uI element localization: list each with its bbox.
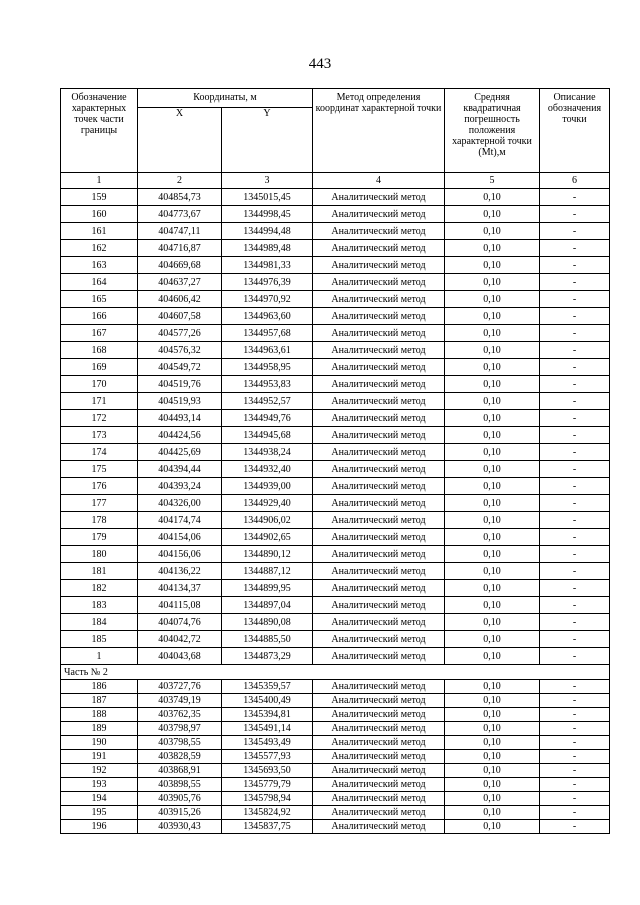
table-cell: 180 (61, 546, 138, 563)
table-cell: 182 (61, 580, 138, 597)
table-cell: Аналитический метод (313, 806, 445, 820)
table-row (61, 274, 610, 291)
table-cell: 1344897,04 (222, 597, 313, 614)
table-cell: Аналитический метод (313, 680, 445, 694)
table-cell: 165 (61, 291, 138, 308)
table-cell: 0,10 (445, 427, 540, 444)
table-row (61, 680, 610, 694)
table-cell: 159 (61, 189, 138, 206)
table-cell: 0,10 (445, 512, 540, 529)
table-row (61, 529, 610, 546)
table-cell: 403727,76 (138, 680, 222, 694)
table-cell: - (540, 342, 610, 359)
table-cell: 190 (61, 736, 138, 750)
table-row (61, 792, 610, 806)
table-row (61, 512, 610, 529)
table-cell: 1345394,81 (222, 708, 313, 722)
table-cell: 1344902,65 (222, 529, 313, 546)
table-cell: - (540, 223, 610, 240)
table-cell: Аналитический метод (313, 750, 445, 764)
table-row (61, 342, 610, 359)
table-row (61, 563, 610, 580)
table-row (61, 444, 610, 461)
table-cell: 0,10 (445, 631, 540, 648)
table-cell: 166 (61, 308, 138, 325)
table-cell: 404134,37 (138, 580, 222, 597)
table-cell: 0,10 (445, 764, 540, 778)
table-cell: 160 (61, 206, 138, 223)
table-cell: Аналитический метод (313, 189, 445, 206)
table-row (61, 820, 610, 834)
table-cell: 1344899,95 (222, 580, 313, 597)
table-cell: 0,10 (445, 223, 540, 240)
table-cell: Аналитический метод (313, 427, 445, 444)
table-row (61, 806, 610, 820)
table-cell: - (540, 376, 610, 393)
table-cell: - (540, 274, 610, 291)
table-cell: 404156,06 (138, 546, 222, 563)
table-cell: 0,10 (445, 546, 540, 563)
table-cell: 403898,55 (138, 778, 222, 792)
table-row (61, 189, 610, 206)
section-row (61, 665, 610, 680)
table-cell: - (540, 750, 610, 764)
table-cell: Аналитический метод (313, 410, 445, 427)
table-cell: 0,10 (445, 325, 540, 342)
table-cell: - (540, 393, 610, 410)
table-cell: 194 (61, 792, 138, 806)
table-cell: 0,10 (445, 240, 540, 257)
table-cell: 0,10 (445, 529, 540, 546)
table-cell: Аналитический метод (313, 444, 445, 461)
table-cell: - (540, 478, 610, 495)
table-cell: 404115,08 (138, 597, 222, 614)
table-cell: 1344932,40 (222, 461, 313, 478)
table-cell: 170 (61, 376, 138, 393)
table-cell: 404716,87 (138, 240, 222, 257)
table-cell: 404669,68 (138, 257, 222, 274)
table-cell: 173 (61, 427, 138, 444)
table-cell: 404043,68 (138, 648, 222, 665)
table-cell: 404394,44 (138, 461, 222, 478)
table-cell: 1344976,39 (222, 274, 313, 291)
table-cell: 1344963,61 (222, 342, 313, 359)
table-cell: - (540, 308, 610, 325)
table-cell: 0,10 (445, 680, 540, 694)
table-cell: 404773,67 (138, 206, 222, 223)
table-row (61, 708, 610, 722)
table-cell: - (540, 427, 610, 444)
table-cell: - (540, 325, 610, 342)
table-cell: 404424,56 (138, 427, 222, 444)
table-cell: Аналитический метод (313, 546, 445, 563)
table-cell: - (540, 708, 610, 722)
table-cell: 403798,97 (138, 722, 222, 736)
table-cell: 1344890,12 (222, 546, 313, 563)
page-number: 443 (308, 56, 332, 72)
table-cell: 1344938,24 (222, 444, 313, 461)
table-cell: 0,10 (445, 614, 540, 631)
table-cell: 0,10 (445, 189, 540, 206)
table-cell: 1345779,79 (222, 778, 313, 792)
table-cell: 0,10 (445, 359, 540, 376)
table-cell: Аналитический метод (313, 512, 445, 529)
column-number: 5 (445, 173, 540, 189)
table-cell: Аналитический метод (313, 631, 445, 648)
table-cell: 1345798,94 (222, 792, 313, 806)
table-cell: 0,10 (445, 257, 540, 274)
table-cell: 1344958,95 (222, 359, 313, 376)
table-row (61, 750, 610, 764)
table-cell: 404576,32 (138, 342, 222, 359)
table-row (61, 631, 610, 648)
column-numbers-row (61, 173, 610, 189)
table-cell: - (540, 512, 610, 529)
table-cell: 404074,76 (138, 614, 222, 631)
table-cell: 169 (61, 359, 138, 376)
table-row (61, 648, 610, 665)
table-cell: 161 (61, 223, 138, 240)
table-cell: 0,10 (445, 722, 540, 736)
table-cell: 176 (61, 478, 138, 495)
table-cell: 1344989,48 (222, 240, 313, 257)
table-cell: 404493,14 (138, 410, 222, 427)
table-cell: - (540, 563, 610, 580)
table-row (61, 778, 610, 792)
table-row (61, 614, 610, 631)
table-cell: 404519,76 (138, 376, 222, 393)
table-cell: Аналитический метод (313, 291, 445, 308)
table-cell: - (540, 648, 610, 665)
table-cell: - (540, 820, 610, 834)
table-cell: - (540, 631, 610, 648)
table-cell: Аналитический метод (313, 240, 445, 257)
table-cell: Аналитический метод (313, 722, 445, 736)
table-cell: 0,10 (445, 820, 540, 834)
table-cell: 1344981,33 (222, 257, 313, 274)
table-cell: Аналитический метод (313, 478, 445, 495)
table-cell: 1344945,68 (222, 427, 313, 444)
table-cell: 404393,24 (138, 478, 222, 495)
table-cell: - (540, 806, 610, 820)
table-cell: - (540, 189, 610, 206)
table-cell: 189 (61, 722, 138, 736)
table-cell: 1345693,50 (222, 764, 313, 778)
table-row (61, 580, 610, 597)
table-cell: 162 (61, 240, 138, 257)
table-cell: 184 (61, 614, 138, 631)
table-cell: 0,10 (445, 694, 540, 708)
table-cell: 193 (61, 778, 138, 792)
table-cell: 0,10 (445, 342, 540, 359)
table-row (61, 325, 610, 342)
table-cell: 403749,19 (138, 694, 222, 708)
header-description: Описание обозначения точки (540, 89, 610, 173)
table-cell: 0,10 (445, 461, 540, 478)
coordinates-table (60, 88, 610, 834)
table-cell: 168 (61, 342, 138, 359)
table-cell: 0,10 (445, 792, 540, 806)
table-row (61, 393, 610, 410)
table-cell: 164 (61, 274, 138, 291)
table-cell: 404607,58 (138, 308, 222, 325)
table-cell: 175 (61, 461, 138, 478)
table-cell: 0,10 (445, 648, 540, 665)
table-cell: 188 (61, 708, 138, 722)
header-designation: Обозначение характерных точек части границы (61, 89, 138, 173)
table-cell: 0,10 (445, 444, 540, 461)
table-cell: 1345400,49 (222, 694, 313, 708)
table-cell: 404577,26 (138, 325, 222, 342)
table-cell: 183 (61, 597, 138, 614)
table-cell: 167 (61, 325, 138, 342)
table-cell: 1344873,29 (222, 648, 313, 665)
table-cell: 404606,42 (138, 291, 222, 308)
table-row (61, 376, 610, 393)
table-cell: 404326,00 (138, 495, 222, 512)
table-cell: 1344887,12 (222, 563, 313, 580)
column-number: 6 (540, 173, 610, 189)
column-number: 4 (313, 173, 445, 189)
table-cell: 1344998,45 (222, 206, 313, 223)
table-row (61, 291, 610, 308)
table-cell: 1344885,50 (222, 631, 313, 648)
table-cell: 0,10 (445, 291, 540, 308)
table-cell: - (540, 792, 610, 806)
table-cell: 1345493,49 (222, 736, 313, 750)
table-cell: 0,10 (445, 736, 540, 750)
table-cell: 403915,26 (138, 806, 222, 820)
header-error: Средняя квадратичная погрешность положения характерной точки (Mt),м (445, 89, 540, 173)
table-cell: 404136,22 (138, 563, 222, 580)
table-cell: - (540, 444, 610, 461)
table-cell: Аналитический метод (313, 694, 445, 708)
table-cell: 185 (61, 631, 138, 648)
table-cell: Аналитический метод (313, 342, 445, 359)
table-cell: Аналитический метод (313, 820, 445, 834)
table-cell: Аналитический метод (313, 393, 445, 410)
table-cell: 0,10 (445, 376, 540, 393)
table-cell: 0,10 (445, 206, 540, 223)
table-cell: 0,10 (445, 597, 540, 614)
table-cell: - (540, 410, 610, 427)
table-cell: Аналитический метод (313, 461, 445, 478)
table-cell: 1345837,75 (222, 820, 313, 834)
table-cell: 192 (61, 764, 138, 778)
table-cell: 1 (61, 648, 138, 665)
table-cell: 1344994,48 (222, 223, 313, 240)
table-cell: Аналитический метод (313, 223, 445, 240)
table-row (61, 206, 610, 223)
table-cell: 172 (61, 410, 138, 427)
table-cell: 1344963,60 (222, 308, 313, 325)
table-cell: - (540, 580, 610, 597)
table-cell: 1344952,57 (222, 393, 313, 410)
table-cell: 0,10 (445, 393, 540, 410)
table-cell: - (540, 206, 610, 223)
table-row (61, 223, 610, 240)
table-cell: Аналитический метод (313, 580, 445, 597)
table-cell: 191 (61, 750, 138, 764)
table-cell: 404425,69 (138, 444, 222, 461)
table-cell: - (540, 291, 610, 308)
table-row (61, 461, 610, 478)
table-row (61, 359, 610, 376)
table-cell: Аналитический метод (313, 563, 445, 580)
table-cell: 404174,74 (138, 512, 222, 529)
table-cell: 195 (61, 806, 138, 820)
table-row (61, 427, 610, 444)
table-cell: 0,10 (445, 478, 540, 495)
table-cell: Аналитический метод (313, 648, 445, 665)
table-cell: Аналитический метод (313, 495, 445, 512)
table-cell: 179 (61, 529, 138, 546)
table-cell: - (540, 529, 610, 546)
header-x: X (138, 108, 222, 173)
table-cell: 174 (61, 444, 138, 461)
table-cell: 1345015,45 (222, 189, 313, 206)
table-cell: 0,10 (445, 410, 540, 427)
table-row (61, 410, 610, 427)
header-method: Метод определения координат характерной точки (313, 89, 445, 173)
table-row (61, 546, 610, 563)
table-cell: - (540, 736, 610, 750)
table-cell: 404042,72 (138, 631, 222, 648)
table-cell: 0,10 (445, 563, 540, 580)
table-cell: - (540, 461, 610, 478)
table-cell: 186 (61, 680, 138, 694)
column-number: 3 (222, 173, 313, 189)
table-cell: 1344890,08 (222, 614, 313, 631)
table-cell: - (540, 614, 610, 631)
table-cell: Аналитический метод (313, 764, 445, 778)
table-cell: 181 (61, 563, 138, 580)
table-cell: 403798,55 (138, 736, 222, 750)
table-cell: 1345491,14 (222, 722, 313, 736)
header-coordinates: Координаты, м (138, 89, 313, 108)
table-cell: - (540, 722, 610, 736)
table-cell: 403868,91 (138, 764, 222, 778)
table-cell: 404747,11 (138, 223, 222, 240)
table-row (61, 736, 610, 750)
table-row (61, 257, 610, 274)
table-cell: - (540, 764, 610, 778)
table-cell: 1344906,02 (222, 512, 313, 529)
table-row (61, 764, 610, 778)
table-cell: Аналитический метод (313, 614, 445, 631)
table-cell: Аналитический метод (313, 792, 445, 806)
table-cell: 0,10 (445, 708, 540, 722)
table-cell: Аналитический метод (313, 325, 445, 342)
table-cell: - (540, 359, 610, 376)
table-cell: - (540, 778, 610, 792)
table-cell: Аналитический метод (313, 206, 445, 223)
table-cell: 0,10 (445, 495, 540, 512)
table-row (61, 240, 610, 257)
table-cell: 196 (61, 820, 138, 834)
table-row (61, 597, 610, 614)
table-cell: 1345824,92 (222, 806, 313, 820)
table-row (61, 495, 610, 512)
table-cell: 177 (61, 495, 138, 512)
table-cell: Аналитический метод (313, 359, 445, 376)
table-cell: Аналитический метод (313, 308, 445, 325)
table-cell: 404637,27 (138, 274, 222, 291)
column-number: 1 (61, 173, 138, 189)
table-row (61, 694, 610, 708)
table-cell: 0,10 (445, 274, 540, 291)
table-cell: 403828,59 (138, 750, 222, 764)
table-cell: 0,10 (445, 750, 540, 764)
table-cell: Аналитический метод (313, 708, 445, 722)
table-cell: 163 (61, 257, 138, 274)
table-row (61, 478, 610, 495)
section-label: Часть № 2 (61, 665, 610, 680)
table-cell: Аналитический метод (313, 274, 445, 291)
table-cell: 0,10 (445, 580, 540, 597)
table-cell: Аналитический метод (313, 376, 445, 393)
table-cell: 403930,43 (138, 820, 222, 834)
table-cell: - (540, 546, 610, 563)
table-cell: 404854,73 (138, 189, 222, 206)
table-cell: - (540, 257, 610, 274)
table-cell: 1344970,92 (222, 291, 313, 308)
table-cell: 1344939,00 (222, 478, 313, 495)
table-cell: 404519,93 (138, 393, 222, 410)
table-row (61, 722, 610, 736)
table-cell: Аналитический метод (313, 736, 445, 750)
table-cell: 404549,72 (138, 359, 222, 376)
table-cell: - (540, 680, 610, 694)
table-cell: 0,10 (445, 778, 540, 792)
table-cell: 1345359,57 (222, 680, 313, 694)
table-cell: Аналитический метод (313, 778, 445, 792)
column-number: 2 (138, 173, 222, 189)
table-cell: - (540, 597, 610, 614)
table-cell: 1344949,76 (222, 410, 313, 427)
header-y: Y (222, 108, 313, 173)
table-cell: 187 (61, 694, 138, 708)
table-cell: 404154,06 (138, 529, 222, 546)
table-cell: - (540, 694, 610, 708)
table-cell: 403762,35 (138, 708, 222, 722)
table-row (61, 308, 610, 325)
table-body-part-1 (61, 189, 610, 665)
table-cell: 1344929,40 (222, 495, 313, 512)
table-cell: - (540, 240, 610, 257)
table-cell: 403905,76 (138, 792, 222, 806)
table-cell: 0,10 (445, 308, 540, 325)
table-cell: - (540, 495, 610, 512)
table-cell: 1344953,83 (222, 376, 313, 393)
table-cell: Аналитический метод (313, 257, 445, 274)
table-cell: 0,10 (445, 806, 540, 820)
table-body-part-2 (61, 680, 610, 834)
table-cell: 1344957,68 (222, 325, 313, 342)
table-cell: Аналитический метод (313, 597, 445, 614)
table-cell: 178 (61, 512, 138, 529)
table-cell: Аналитический метод (313, 529, 445, 546)
table-cell: 1345577,93 (222, 750, 313, 764)
table-cell: 171 (61, 393, 138, 410)
